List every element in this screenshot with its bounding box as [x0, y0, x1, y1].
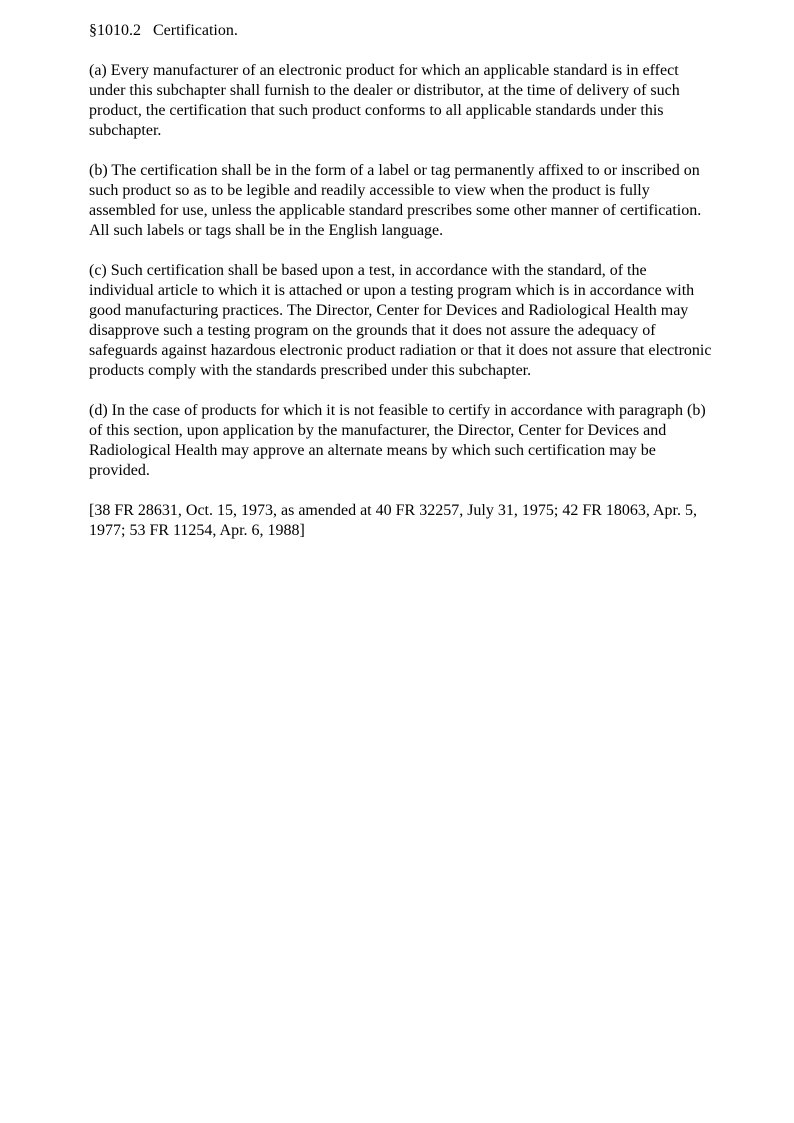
paragraph-a: (a) Every manufacturer of an electronic product for which an applicable standard is in effect under this subchapter shall furnish to the dealer or distributor, at the time of delivery of such product, the certification that such product conforms to all applicable standards under this subchapter. — [89, 62, 680, 139]
paragraph-b: (b) The certification shall be in the form of a label or tag permanently affixed to or inscribed on such product so as to be legible and readily accessible to view when the product is fully assembled for use, unless the applicable standard prescribes some other manner of certification. All such labels or tags shall be in the English language. — [89, 162, 702, 239]
paragraph-c: (c) Such certification shall be based upon a test, in accordance with the standard, of the individual article to which it is attached or upon a testing program which is in accordance with good manufacturing practices. The Director, Center for Devices and Radiological Health may disapprove such a testing program on the grounds that it does not assure the adequacy of safeguards against hazardous electronic product radiation or that it does not assure that electronic products comply with the standards prescribed under this subchapter. — [89, 262, 712, 379]
source-citation: [38 FR 28631, Oct. 15, 1973, as amended at 40 FR 32257, July 31, 1975; 42 FR 18063, Apr. 5, 1977; 53 FR 11254, Apr. 6, 1988] — [89, 502, 697, 539]
section-heading: §1010.2 Certification. — [89, 22, 238, 39]
paragraph-d: (d) In the case of products for which it is not feasible to certify in accordance with paragraph (b) of this section, upon application by the manufacturer, the Director, Center for Devices and Radiological Health may approve an alternate means by which such certification may be provided. — [89, 402, 706, 479]
document-page — [89, 21, 714, 541]
